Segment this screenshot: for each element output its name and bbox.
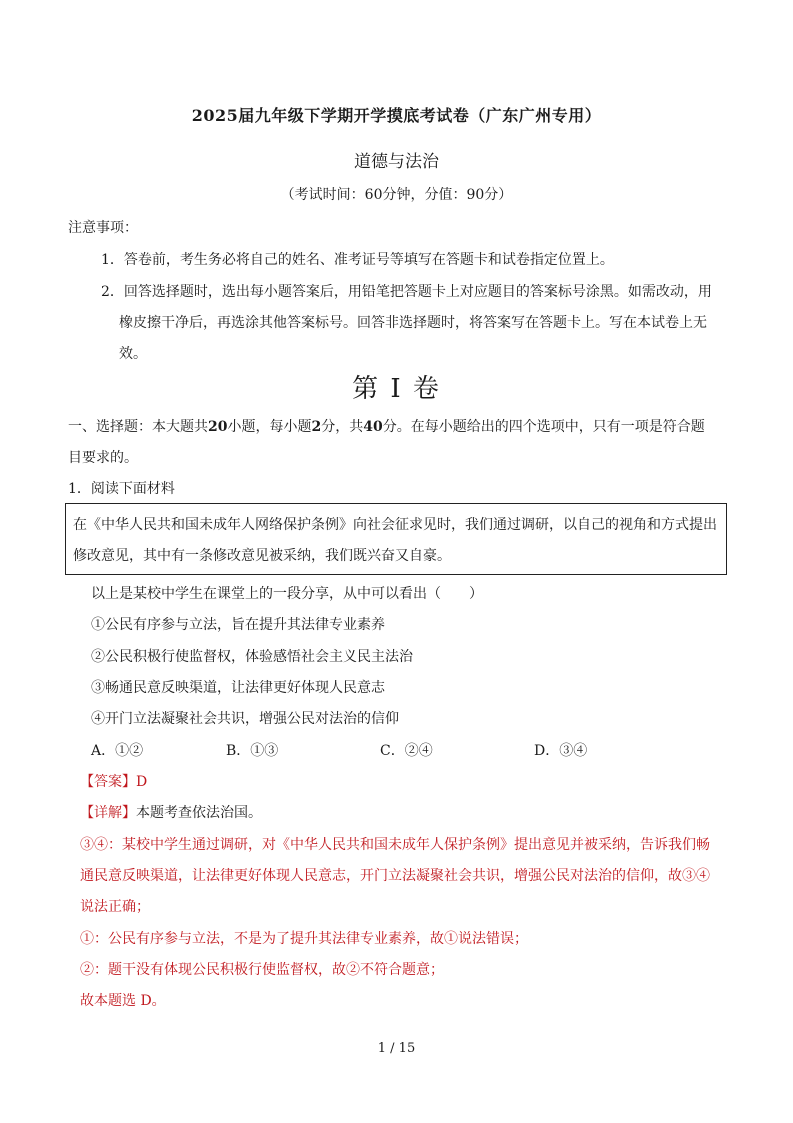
option-a: A．①② [91, 743, 144, 759]
statement-4: ④开门立法凝聚社会共识，增强公民对法治的信仰 [91, 711, 399, 727]
detail-label: 【详解】 [80, 805, 136, 821]
question-stem: 以上是某校中学生在课堂上的一段分享，从中可以看出（ ） [91, 586, 483, 602]
answer-line [80, 771, 147, 791]
analysis-line-5: ②：题干没有体现公民积极行使监督权，故②不符合题意； [80, 962, 444, 978]
material-line-1: 在《中华人民共和国未成年人网络保护条例》向社会征求见时，我们通过调研，以自己的视角和方式提出 [73, 517, 717, 533]
section-instructions: 一、选择题：本大题共20小题，每小题2分，共40分。在每小题给出的四个选项中，只有一项是符合题 [68, 419, 705, 435]
statement-2: ②公民积极行使监督权，体验感悟社会主义民主法治 [91, 649, 413, 665]
analysis-conclusion: 故本题选 D。 [80, 993, 166, 1009]
statement-1: ①公民有序参与立法，旨在提升其法律专业素养 [91, 617, 385, 633]
note-item-2: 2．回答选择题时，选出每小题答案后，用铅笔把答题卡上对应题目的答案标号涂黑。如需改动，用 [101, 284, 712, 300]
answer-value: D [136, 774, 148, 790]
option-d: D．③④ [534, 743, 588, 759]
option-b: B．①③ [226, 743, 279, 759]
detail-text: 本题考查依法治国。 [136, 805, 262, 821]
note-item-1: 1．答卷前，考生务必将自己的姓名、准考证号等填写在答题卡和试卷指定位置上。 [101, 252, 614, 268]
material-line-2: 修改意见，其中有一条修改意见被采纳，我们既兴奋又自豪。 [73, 548, 451, 564]
option-c: C．②④ [380, 743, 433, 759]
volume-title: 第 I 卷 [352, 374, 441, 404]
statement-3: ③畅通民意反映渠道，让法律更好体现人民意志 [91, 680, 385, 696]
exam-info: （考试时间：60分钟，分值：90分） [280, 187, 513, 203]
page-number: 1 / 15 [377, 1041, 416, 1056]
material-box [65, 503, 727, 575]
notes-heading: 注意事项： [68, 220, 138, 236]
analysis-line-4: ①：公民有序参与立法，不是为了提升其法律专业素养，故①说法错误； [80, 931, 528, 947]
analysis-line-3: 说法正确； [80, 899, 150, 915]
subject-title: 道德与法治 [354, 152, 439, 172]
answer-label: 【答案】 [80, 774, 136, 790]
note-item-2-end: 效。 [119, 346, 147, 362]
analysis-line-1: ③④：某校中学生通过调研，对《中华人民共和国未成年人保护条例》提出意见并被采纳，告诉我们畅 [80, 837, 710, 853]
note-item-2-cont: 橡皮擦干净后，再选涂其他答案标号。回答非选择题时，将答案写在答题卡上。写在本试卷上无 [119, 315, 707, 331]
exam-title: 2025届九年级下学期开学摸底考试卷（广东广州专用） [191, 106, 602, 125]
detail-line [80, 802, 262, 822]
section-instructions-cont: 目要求的。 [68, 450, 138, 466]
question-1-title: 1．阅读下面材料 [68, 481, 175, 497]
analysis-line-2: 通民意反映渠道，让法律更好体现人民意志，开门立法凝聚社会共识，增强公民对法治的信仰，故③④ [80, 868, 710, 884]
